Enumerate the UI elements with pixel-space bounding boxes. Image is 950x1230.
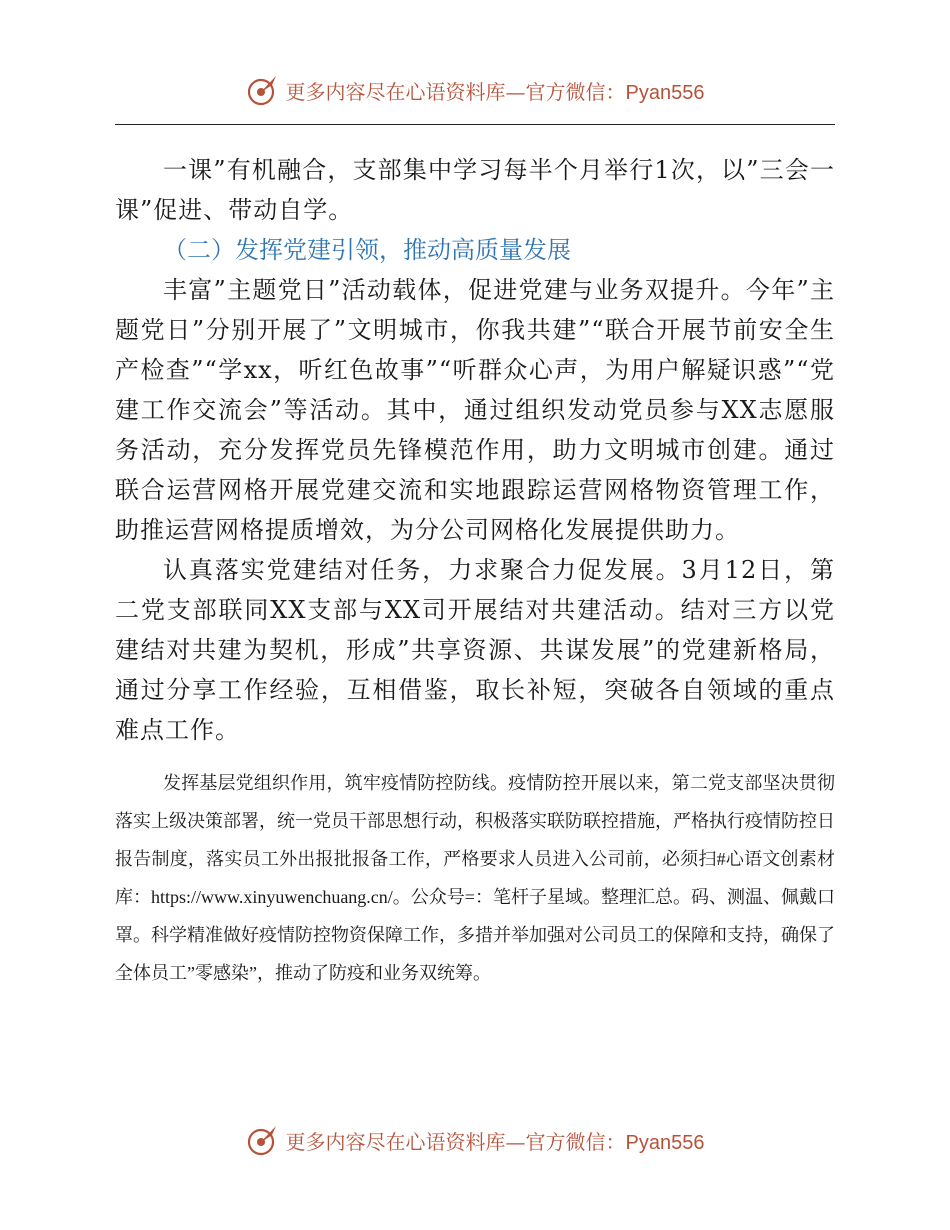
header-wechat-handle: Pyan556 — [625, 81, 705, 104]
footer-banner — [0, 1120, 950, 1160]
paragraph-epidemic: 发挥基层党组织作用，筑牢疫情防控防线。疫情防控开展以来，第二党支部坚决贯彻落实上级决策部署，统一党员干部思想行动，积极落实联防联控措施，严格执行疫情防控日报告制度，落实员工外出报批报备工作，严格要求人员进入公司前，必须扫#心语文创素材库：https://www.xinyuwenchuang.cn/。公众号=：笔杆子星域。整理汇总。码、测温、佩戴口罩。科学精准做好疫情防控物资保障工作，多措并举加强对公司员工的保障和支持，确保了全体员工”零感染”，推动了防疫和业务双统筹。 — [115, 773, 835, 983]
footer-wechat-handle: Pyan556 — [625, 1131, 705, 1154]
section-heading: （二）发挥党建引领，推动高质量发展 — [163, 236, 571, 264]
header-banner — [0, 70, 950, 110]
paragraph-theme-day: 丰富”主题党日”活动载体，促进党建与业务双提升。今年”主题党日”分别开展了”文明城市，你我共建”“联合开展节前安全生产检查”“学xx，听红色故事”“听群众心声，为用户解疑识惑”“党建工作交流会”等活动。其中，通过组织发动党员参与XX志愿服务活动，充分发挥党员先锋模范作用，助力文明城市创建。通过联合运营网格开展党建交流和实地跟踪运营网格物资管理工作，助推运营网格提质增效，为分公司网格化发展提供助力。 — [115, 276, 835, 544]
header-divider — [115, 124, 835, 125]
header-banner-text: 更多内容尽在心语资料库—官方微信：Pyan556 — [285, 79, 705, 104]
paragraph-continued: 一课”有机融合，支部集中学习每半个月举行1次，以”三会一课”促进、带动自学。 — [115, 156, 835, 224]
feather-pen-logo-icon — [246, 73, 280, 107]
paragraph-pairing: 认真落实党建结对任务，力求聚合力促发展。3月12日，第二党支部联同XX支部与XX司开展结对共建活动。结对三方以党建结对共建为契机，形成”共享资源、共谋发展”的党建新格局，通过分享工作经验，互相借鉴，取长补短，突破各自领域的重点难点工作。 — [115, 556, 835, 744]
feather-pen-logo-icon — [246, 1123, 280, 1157]
document-body — [115, 150, 835, 992]
footer-banner-text: 更多内容尽在心语资料库—官方微信：Pyan556 — [285, 1129, 705, 1154]
